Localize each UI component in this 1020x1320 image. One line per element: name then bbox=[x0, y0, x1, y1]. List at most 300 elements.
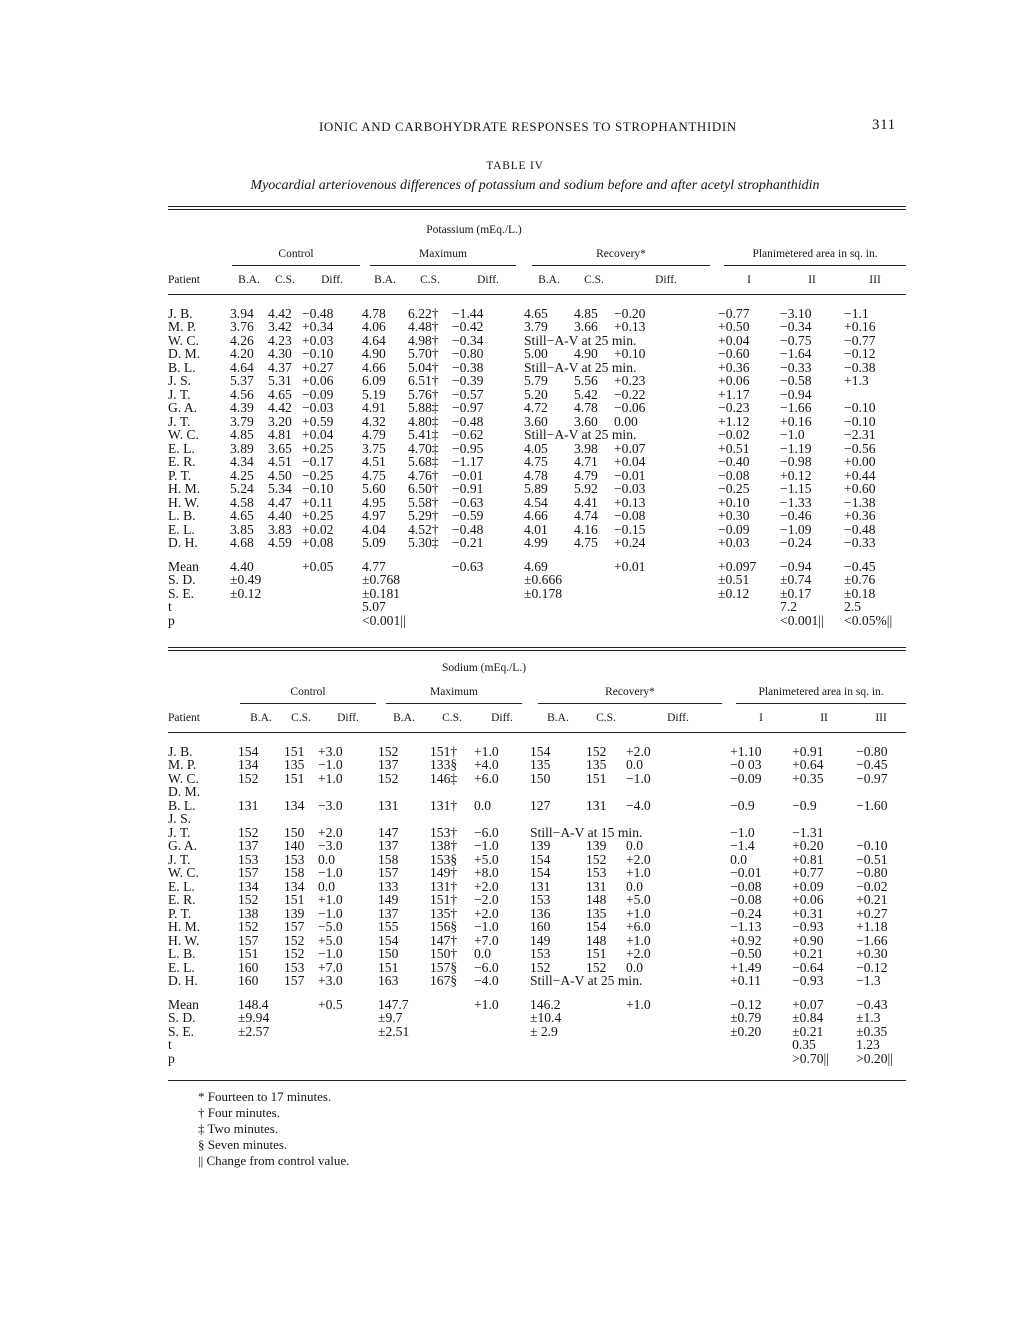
table-row-cell: −0.91 bbox=[452, 481, 484, 496]
stat-row-cell bbox=[586, 1011, 626, 1025]
table-row bbox=[168, 893, 906, 907]
table-row-cell: +0.34 bbox=[302, 319, 334, 334]
table-top-rule-2 bbox=[168, 209, 906, 210]
table-row-cell: +0.11 bbox=[302, 494, 333, 510]
stat-row bbox=[168, 1052, 906, 1066]
table-row-cell: −4.0 bbox=[474, 973, 499, 988]
table-row-cell: 3.79 bbox=[524, 319, 548, 334]
table-row-cell: −1.38 bbox=[844, 494, 876, 510]
stat-row-cell: 147.7 bbox=[378, 996, 409, 1012]
table-row-cell: 4.78 bbox=[524, 467, 548, 483]
table-row-cell: −0.42 bbox=[452, 319, 484, 334]
table-row-cell: +0.06 bbox=[792, 892, 824, 907]
table-row-cell: 157 bbox=[284, 973, 305, 988]
table-row-cell: −0.63 bbox=[452, 494, 484, 510]
stat-row-cell bbox=[238, 1038, 284, 1052]
stat-row-cell: ±0.21 bbox=[792, 1023, 824, 1039]
stat-row-cell bbox=[430, 1011, 474, 1025]
table-row-cell: +0.27 bbox=[302, 359, 334, 375]
table-row-cell: W. C. bbox=[168, 427, 199, 442]
table-row-cell: −0.10 bbox=[844, 400, 876, 415]
table-row bbox=[168, 509, 906, 523]
table-row-cell: 4.42 bbox=[268, 305, 292, 321]
table-row-cell: −2.31 bbox=[844, 427, 876, 442]
table-row-cell: 156§ bbox=[430, 919, 458, 934]
table-row-cell: 5.30‡ bbox=[408, 535, 439, 550]
table-row bbox=[168, 812, 906, 826]
table-row-cell: 5.76† bbox=[408, 386, 439, 402]
table-row-cell: Still−A-V at 25 min. bbox=[524, 359, 637, 375]
table-row-cell: 135 bbox=[530, 757, 551, 772]
table-row-cell: 4.16 bbox=[574, 521, 598, 537]
table-row-cell: 4.04 bbox=[362, 521, 386, 537]
stat-row-cell bbox=[452, 600, 524, 614]
stat-row-cell bbox=[614, 573, 718, 587]
table-row-cell: −3.0 bbox=[318, 838, 343, 853]
table-row-cell: +0.90 bbox=[792, 932, 824, 948]
stat-row-cell: Mean bbox=[168, 558, 199, 574]
table-row bbox=[168, 469, 906, 483]
table-row-cell: −0.51 bbox=[856, 851, 888, 867]
table-row-cell: 133§ bbox=[430, 757, 458, 772]
table-row-cell: 3.89 bbox=[230, 440, 254, 456]
stat-row-cell bbox=[586, 1025, 626, 1039]
table-row-cell: 152 bbox=[586, 959, 607, 975]
table-row-cell: −0.08 bbox=[730, 878, 762, 894]
table-row-cell: −0.21 bbox=[452, 535, 484, 550]
table-row-cell: +0.06 bbox=[718, 373, 750, 388]
sodium-table bbox=[168, 662, 906, 1065]
table-row-cell: L. B. bbox=[168, 508, 196, 523]
stat-row-cell: −0.43 bbox=[856, 996, 888, 1012]
table-row-cell: 5.68‡ bbox=[408, 454, 439, 469]
table-row-cell: 152 bbox=[586, 851, 607, 867]
stat-row-cell: S. E. bbox=[168, 585, 195, 601]
table-row-cell: −4.0 bbox=[626, 797, 651, 813]
table-row-cell: M. P. bbox=[168, 319, 197, 334]
table-row-cell: +1.0 bbox=[318, 892, 343, 907]
table-row-cell: −0.38 bbox=[452, 359, 484, 375]
stat-row-cell bbox=[408, 587, 452, 601]
table-row-cell: +1.10 bbox=[730, 743, 762, 759]
table-row-cell: 160 bbox=[530, 919, 551, 934]
stat-row-cell bbox=[574, 573, 614, 587]
column-header: B.A. bbox=[547, 712, 569, 724]
table-row-cell bbox=[430, 785, 474, 799]
table-row-cell: +7.0 bbox=[474, 932, 499, 948]
table-row-cell: 4.65 bbox=[230, 508, 254, 523]
table-row-cell: 5.37 bbox=[230, 373, 254, 388]
table-row-cell: 4.47 bbox=[268, 494, 292, 510]
table-row-cell: 5.58† bbox=[408, 494, 439, 510]
footnote: § Seven minutes. bbox=[198, 1137, 288, 1152]
table-row-cell: 3.98 bbox=[574, 440, 598, 456]
stat-row-cell bbox=[318, 1038, 378, 1052]
table-row-cell: −0.58 bbox=[780, 373, 812, 388]
table-row-cell: +1.17 bbox=[718, 386, 750, 402]
stat-row-cell: ±0.17 bbox=[780, 585, 812, 601]
column-header: C.S. bbox=[420, 274, 440, 286]
table-row-cell: +0.24 bbox=[614, 535, 646, 550]
table-row-cell: +0.03 bbox=[718, 535, 750, 550]
column-header: Diff. bbox=[337, 712, 359, 724]
stat-row-cell: ±0.84 bbox=[792, 1010, 824, 1025]
table-row-cell: −0.39 bbox=[452, 373, 484, 388]
table-row-cell: −6.0 bbox=[474, 824, 499, 840]
stat-row-cell: +0.5 bbox=[318, 996, 343, 1012]
table-row-cell: J. T. bbox=[168, 851, 191, 867]
stat-row-cell bbox=[230, 614, 268, 628]
table-row-cell: 4.75 bbox=[574, 535, 598, 550]
table-row-cell: Still−A-V at 25 min. bbox=[524, 332, 637, 348]
table-row-cell: 152 bbox=[238, 824, 259, 840]
table-row-cell: −0.08 bbox=[718, 467, 750, 483]
table-row bbox=[168, 799, 906, 813]
table-row-cell: +6.0 bbox=[474, 770, 499, 786]
stat-row-cell: ±0.181 bbox=[362, 585, 401, 601]
table-row bbox=[168, 947, 906, 961]
table-row-cell: 4.56 bbox=[230, 386, 254, 402]
stat-row-cell bbox=[378, 1052, 430, 1066]
table-row-cell: 4.34 bbox=[230, 454, 254, 469]
table-row-cell: +0.04 bbox=[614, 454, 646, 469]
potassium-group-recovery: Recovery* bbox=[532, 248, 710, 267]
table-row-cell: G. A. bbox=[168, 400, 198, 415]
table-row-cell: 151 bbox=[284, 743, 305, 759]
table-row-cell: 4.72 bbox=[524, 400, 548, 415]
stat-row-cell bbox=[614, 614, 718, 628]
stat-row bbox=[168, 1038, 906, 1052]
table-row-cell: 154 bbox=[586, 919, 607, 934]
stat-row-cell: ±0.768 bbox=[362, 572, 401, 587]
stat-row-cell: 2.5 bbox=[844, 599, 862, 614]
table-row-cell: 134 bbox=[238, 878, 259, 894]
stat-row-cell bbox=[718, 614, 780, 628]
table-row-cell: J. B. bbox=[168, 743, 193, 759]
table-row-cell: 4.39 bbox=[230, 400, 254, 415]
table-row-cell: −0.24 bbox=[730, 905, 762, 921]
table-row-cell: 139 bbox=[284, 905, 305, 921]
table-row-cell: 151 bbox=[586, 770, 607, 786]
table-row-cell: −0.75 bbox=[780, 332, 812, 348]
table-row-cell: −0.09 bbox=[302, 386, 334, 402]
potassium-section bbox=[168, 224, 906, 627]
table-row bbox=[168, 880, 906, 894]
table-row-cell: +0.64 bbox=[792, 757, 824, 772]
table-row-cell: +2.0 bbox=[626, 851, 651, 867]
stat-row-cell bbox=[268, 600, 302, 614]
table-row bbox=[168, 907, 906, 921]
stat-row-cell: ±0.666 bbox=[524, 572, 563, 587]
table-row-cell: 167§ bbox=[430, 973, 458, 988]
table-row-cell: −0.50 bbox=[730, 946, 762, 961]
table-row-cell: 5.24 bbox=[230, 481, 254, 496]
stat-row-cell: −0.94 bbox=[780, 558, 812, 574]
column-header: C.S. bbox=[596, 712, 616, 724]
stat-row-cell bbox=[614, 587, 718, 601]
sodium-top-rule-2 bbox=[168, 650, 906, 651]
table-row-cell: 134 bbox=[284, 878, 305, 894]
table-row-cell: 5.89 bbox=[524, 481, 548, 496]
stat-row bbox=[168, 1025, 906, 1039]
stat-row-cell bbox=[574, 614, 614, 628]
stat-row-cell bbox=[626, 1011, 730, 1025]
table-row-cell: 153† bbox=[430, 824, 458, 840]
table-row-cell: 4.97 bbox=[362, 508, 386, 523]
table-row-cell: +1.0 bbox=[626, 865, 651, 880]
stat-row-cell bbox=[730, 1052, 792, 1066]
column-header: III bbox=[875, 712, 887, 724]
table-row-cell: J. S. bbox=[168, 811, 192, 826]
stat-row-cell bbox=[302, 573, 362, 587]
table-row-cell: −0.77 bbox=[718, 305, 750, 321]
table-row-cell: −1.0 bbox=[730, 824, 755, 840]
stat-row-cell: ±9.7 bbox=[378, 1010, 403, 1025]
table-row-cell: 152 bbox=[284, 946, 305, 961]
column-header: Diff. bbox=[655, 274, 677, 286]
stat-row-cell: ±1.3 bbox=[856, 1010, 881, 1025]
table-row-cell: 5.34 bbox=[268, 481, 292, 496]
table-row-cell: 157 bbox=[238, 865, 259, 880]
stat-row-cell bbox=[718, 600, 780, 614]
stat-row-cell bbox=[268, 587, 302, 601]
stat-row-cell: −0.12 bbox=[730, 996, 762, 1012]
stat-row-cell: −0.63 bbox=[452, 558, 484, 574]
table-row-cell: 4.58 bbox=[230, 494, 254, 510]
table-row-cell: 137 bbox=[378, 905, 399, 921]
table-row-cell: J. B. bbox=[168, 305, 193, 321]
column-header: B.A. bbox=[250, 712, 272, 724]
table-row-cell: E. L. bbox=[168, 521, 195, 537]
stat-row-cell: +0.07 bbox=[792, 996, 824, 1012]
table-row-cell: +4.0 bbox=[474, 757, 499, 772]
table-row-cell: E. R. bbox=[168, 454, 196, 469]
table-row-cell: 131† bbox=[430, 797, 458, 813]
table-row-cell: +1.0 bbox=[626, 932, 651, 948]
table-row-cell: −6.0 bbox=[474, 959, 499, 975]
table-row-cell: −0.40 bbox=[718, 454, 750, 469]
stat-row-cell: ±0.18 bbox=[844, 585, 876, 601]
table-row-cell: 5.19 bbox=[362, 386, 386, 402]
stat-row bbox=[168, 614, 906, 628]
column-header: B.A. bbox=[538, 274, 560, 286]
stat-row-cell: ±0.79 bbox=[730, 1010, 762, 1025]
table-row-cell: 152 bbox=[530, 959, 551, 975]
table-row-cell: +0.12 bbox=[780, 467, 812, 483]
table-row-cell: 6.51† bbox=[408, 373, 439, 388]
footnote: * Fourteen to 17 minutes. bbox=[198, 1089, 332, 1104]
table-row bbox=[168, 374, 906, 388]
table-row bbox=[168, 455, 906, 469]
table-row-cell: 4.85 bbox=[230, 427, 254, 442]
table-row-cell: 137 bbox=[238, 838, 259, 853]
table-row-cell: 4.95 bbox=[362, 494, 386, 510]
column-header: C.S. bbox=[291, 712, 311, 724]
table-row-cell: 152 bbox=[238, 892, 259, 907]
table-row-cell: −0.48 bbox=[452, 521, 484, 537]
table-row-cell: 152 bbox=[586, 743, 607, 759]
table-row-cell: 3.20 bbox=[268, 413, 292, 429]
table-row-cell: +0.02 bbox=[302, 521, 334, 537]
table-row-cell: 157§ bbox=[430, 959, 458, 975]
table-row bbox=[168, 839, 906, 853]
table-row-cell: 4.64 bbox=[362, 332, 386, 348]
stat-row-cell: <0.05%|| bbox=[844, 612, 893, 628]
table-row-cell: −0.24 bbox=[780, 535, 812, 550]
table-row-cell: 158 bbox=[284, 865, 305, 880]
stat-row-cell: +0.05 bbox=[302, 558, 334, 574]
footnote: || Change from control value. bbox=[198, 1153, 350, 1168]
table-row-cell: 4.64 bbox=[230, 359, 254, 375]
stat-row-cell bbox=[574, 600, 614, 614]
table-row-cell: 4.51 bbox=[268, 454, 292, 469]
table-row-cell: 4.50 bbox=[268, 467, 292, 483]
table-row-cell: 4.90 bbox=[574, 346, 598, 361]
table-row-cell: 138† bbox=[430, 838, 458, 853]
table-row-cell bbox=[474, 785, 530, 799]
stat-row-cell bbox=[626, 1052, 730, 1066]
table-row-cell: +0.13 bbox=[614, 494, 646, 510]
stat-row-cell bbox=[284, 1025, 318, 1039]
table-row bbox=[168, 536, 906, 550]
column-header: C.S. bbox=[275, 274, 295, 286]
table-row-cell: 131 bbox=[530, 878, 551, 894]
table-row-cell: 139 bbox=[530, 838, 551, 853]
stat-row-cell bbox=[430, 998, 474, 1012]
stat-row-cell: 4.69 bbox=[524, 558, 548, 574]
column-header: III bbox=[869, 274, 881, 286]
table-row-cell: −0.97 bbox=[452, 400, 484, 415]
table-row-cell: −0.93 bbox=[792, 973, 824, 988]
table-row-cell: 4.25 bbox=[230, 467, 254, 483]
table-row-cell: −0.12 bbox=[844, 346, 876, 361]
table-row-cell: H. W. bbox=[168, 494, 200, 510]
table-row-cell bbox=[856, 785, 906, 799]
table-row-cell bbox=[284, 812, 318, 826]
stat-row-cell: 148.4 bbox=[238, 996, 269, 1012]
table-row-cell: 131 bbox=[238, 797, 259, 813]
table-row-cell: 0.0 bbox=[318, 851, 335, 867]
table-row-cell: 4.81 bbox=[268, 427, 292, 442]
table-row-cell: −0.80 bbox=[452, 346, 484, 361]
column-header: C.S. bbox=[584, 274, 604, 286]
table-row-cell: −0.08 bbox=[614, 508, 646, 523]
stat-row-cell bbox=[574, 587, 614, 601]
table-row-cell: 151† bbox=[430, 743, 458, 759]
table-row-cell: 4.91 bbox=[362, 400, 386, 415]
column-header: II bbox=[820, 712, 828, 724]
table-row-cell: +1.12 bbox=[718, 413, 750, 429]
column-header: I bbox=[747, 274, 751, 286]
table-row-cell: −0.09 bbox=[730, 770, 762, 786]
stat-row-cell: >0.20|| bbox=[856, 1050, 893, 1066]
stat-row-cell: 0.35 bbox=[792, 1037, 816, 1052]
table-row-cell: 148 bbox=[586, 932, 607, 948]
table-row-cell: −0.09 bbox=[718, 521, 750, 537]
table-row-cell: 4.75 bbox=[524, 454, 548, 469]
table-row-cell: −0.64 bbox=[792, 959, 824, 975]
table-row-cell: +0.30 bbox=[856, 946, 888, 961]
table-row-cell: +6.0 bbox=[626, 919, 651, 934]
table-row-cell: +1.0 bbox=[474, 743, 499, 759]
stat-row-cell: 5.07 bbox=[362, 599, 386, 614]
table-row-cell: −1.09 bbox=[780, 521, 812, 537]
table-row-cell: 153§ bbox=[430, 851, 458, 867]
table-row-cell: +1.0 bbox=[318, 770, 343, 786]
table-row-cell: −0.34 bbox=[780, 319, 812, 334]
table-row-cell: −0.20 bbox=[614, 305, 646, 321]
table-row bbox=[168, 961, 906, 975]
table-row bbox=[168, 974, 906, 988]
table-row bbox=[168, 388, 906, 402]
table-row-cell: +0.06 bbox=[302, 373, 334, 388]
column-header: Patient bbox=[168, 274, 200, 286]
table-row-cell bbox=[586, 785, 626, 799]
table-row-cell: J. T. bbox=[168, 824, 191, 840]
table-row bbox=[168, 482, 906, 496]
sodium-top-rule bbox=[168, 647, 906, 648]
table-row-cell: +0.07 bbox=[614, 440, 646, 456]
table-row-cell: +0.03 bbox=[302, 332, 334, 348]
footnotes bbox=[198, 1089, 349, 1169]
stat-row-cell: >0.70|| bbox=[792, 1050, 829, 1066]
table-row-cell: W. C. bbox=[168, 865, 199, 880]
table-row-cell: −0.80 bbox=[856, 743, 888, 759]
table-row-cell bbox=[856, 812, 906, 826]
table-row-cell: 4.37 bbox=[268, 359, 292, 375]
stat-row-cell: S. D. bbox=[168, 572, 196, 587]
table-row-cell: 4.68 bbox=[230, 535, 254, 550]
table-row-cell: +2.0 bbox=[474, 905, 499, 921]
stat-row-cell bbox=[284, 1011, 318, 1025]
table-row-cell: −0.10 bbox=[856, 838, 888, 853]
column-header: Diff. bbox=[477, 274, 499, 286]
table-row-cell: −1.33 bbox=[780, 494, 812, 510]
table-row-cell: −0.77 bbox=[844, 332, 876, 348]
table-row-cell: 4.05 bbox=[524, 440, 548, 456]
table-row-cell: −1.0 bbox=[474, 919, 499, 934]
table-row-cell: +0.59 bbox=[302, 413, 334, 429]
table-row-cell: 157 bbox=[238, 932, 259, 948]
table-row-cell: −0.46 bbox=[780, 508, 812, 523]
table-row-cell: +0.08 bbox=[302, 535, 334, 550]
table-row-cell: 136 bbox=[530, 905, 551, 921]
table-row-cell: 4.51 bbox=[362, 454, 386, 469]
stat-row-cell: p bbox=[168, 612, 175, 628]
table-row bbox=[168, 401, 906, 415]
table-row-cell: −0.48 bbox=[452, 413, 484, 429]
table-row-cell: 5.41‡ bbox=[408, 427, 439, 442]
table-row-cell: 154 bbox=[530, 865, 551, 880]
stat-row-cell: ±2.57 bbox=[238, 1023, 270, 1039]
table-row-cell: 154 bbox=[530, 851, 551, 867]
column-header: Diff. bbox=[491, 712, 513, 724]
stat-row-cell bbox=[586, 1038, 626, 1052]
table-row-cell bbox=[530, 785, 586, 799]
potassium-table bbox=[168, 224, 906, 627]
table-row-cell bbox=[378, 785, 430, 799]
table-row-cell: +0.31 bbox=[792, 905, 824, 921]
table-row-cell: 137 bbox=[378, 838, 399, 853]
table-row-cell: −0.03 bbox=[614, 481, 646, 496]
table-row-cell: 151 bbox=[284, 892, 305, 907]
stat-row-cell: ±0.49 bbox=[230, 572, 262, 587]
table-row-cell: −0.48 bbox=[844, 521, 876, 537]
table-row-cell: D. H. bbox=[168, 535, 198, 550]
table-row-cell: 3.75 bbox=[362, 440, 386, 456]
column-header: Diff. bbox=[321, 274, 343, 286]
table-row-cell: −0.59 bbox=[452, 508, 484, 523]
